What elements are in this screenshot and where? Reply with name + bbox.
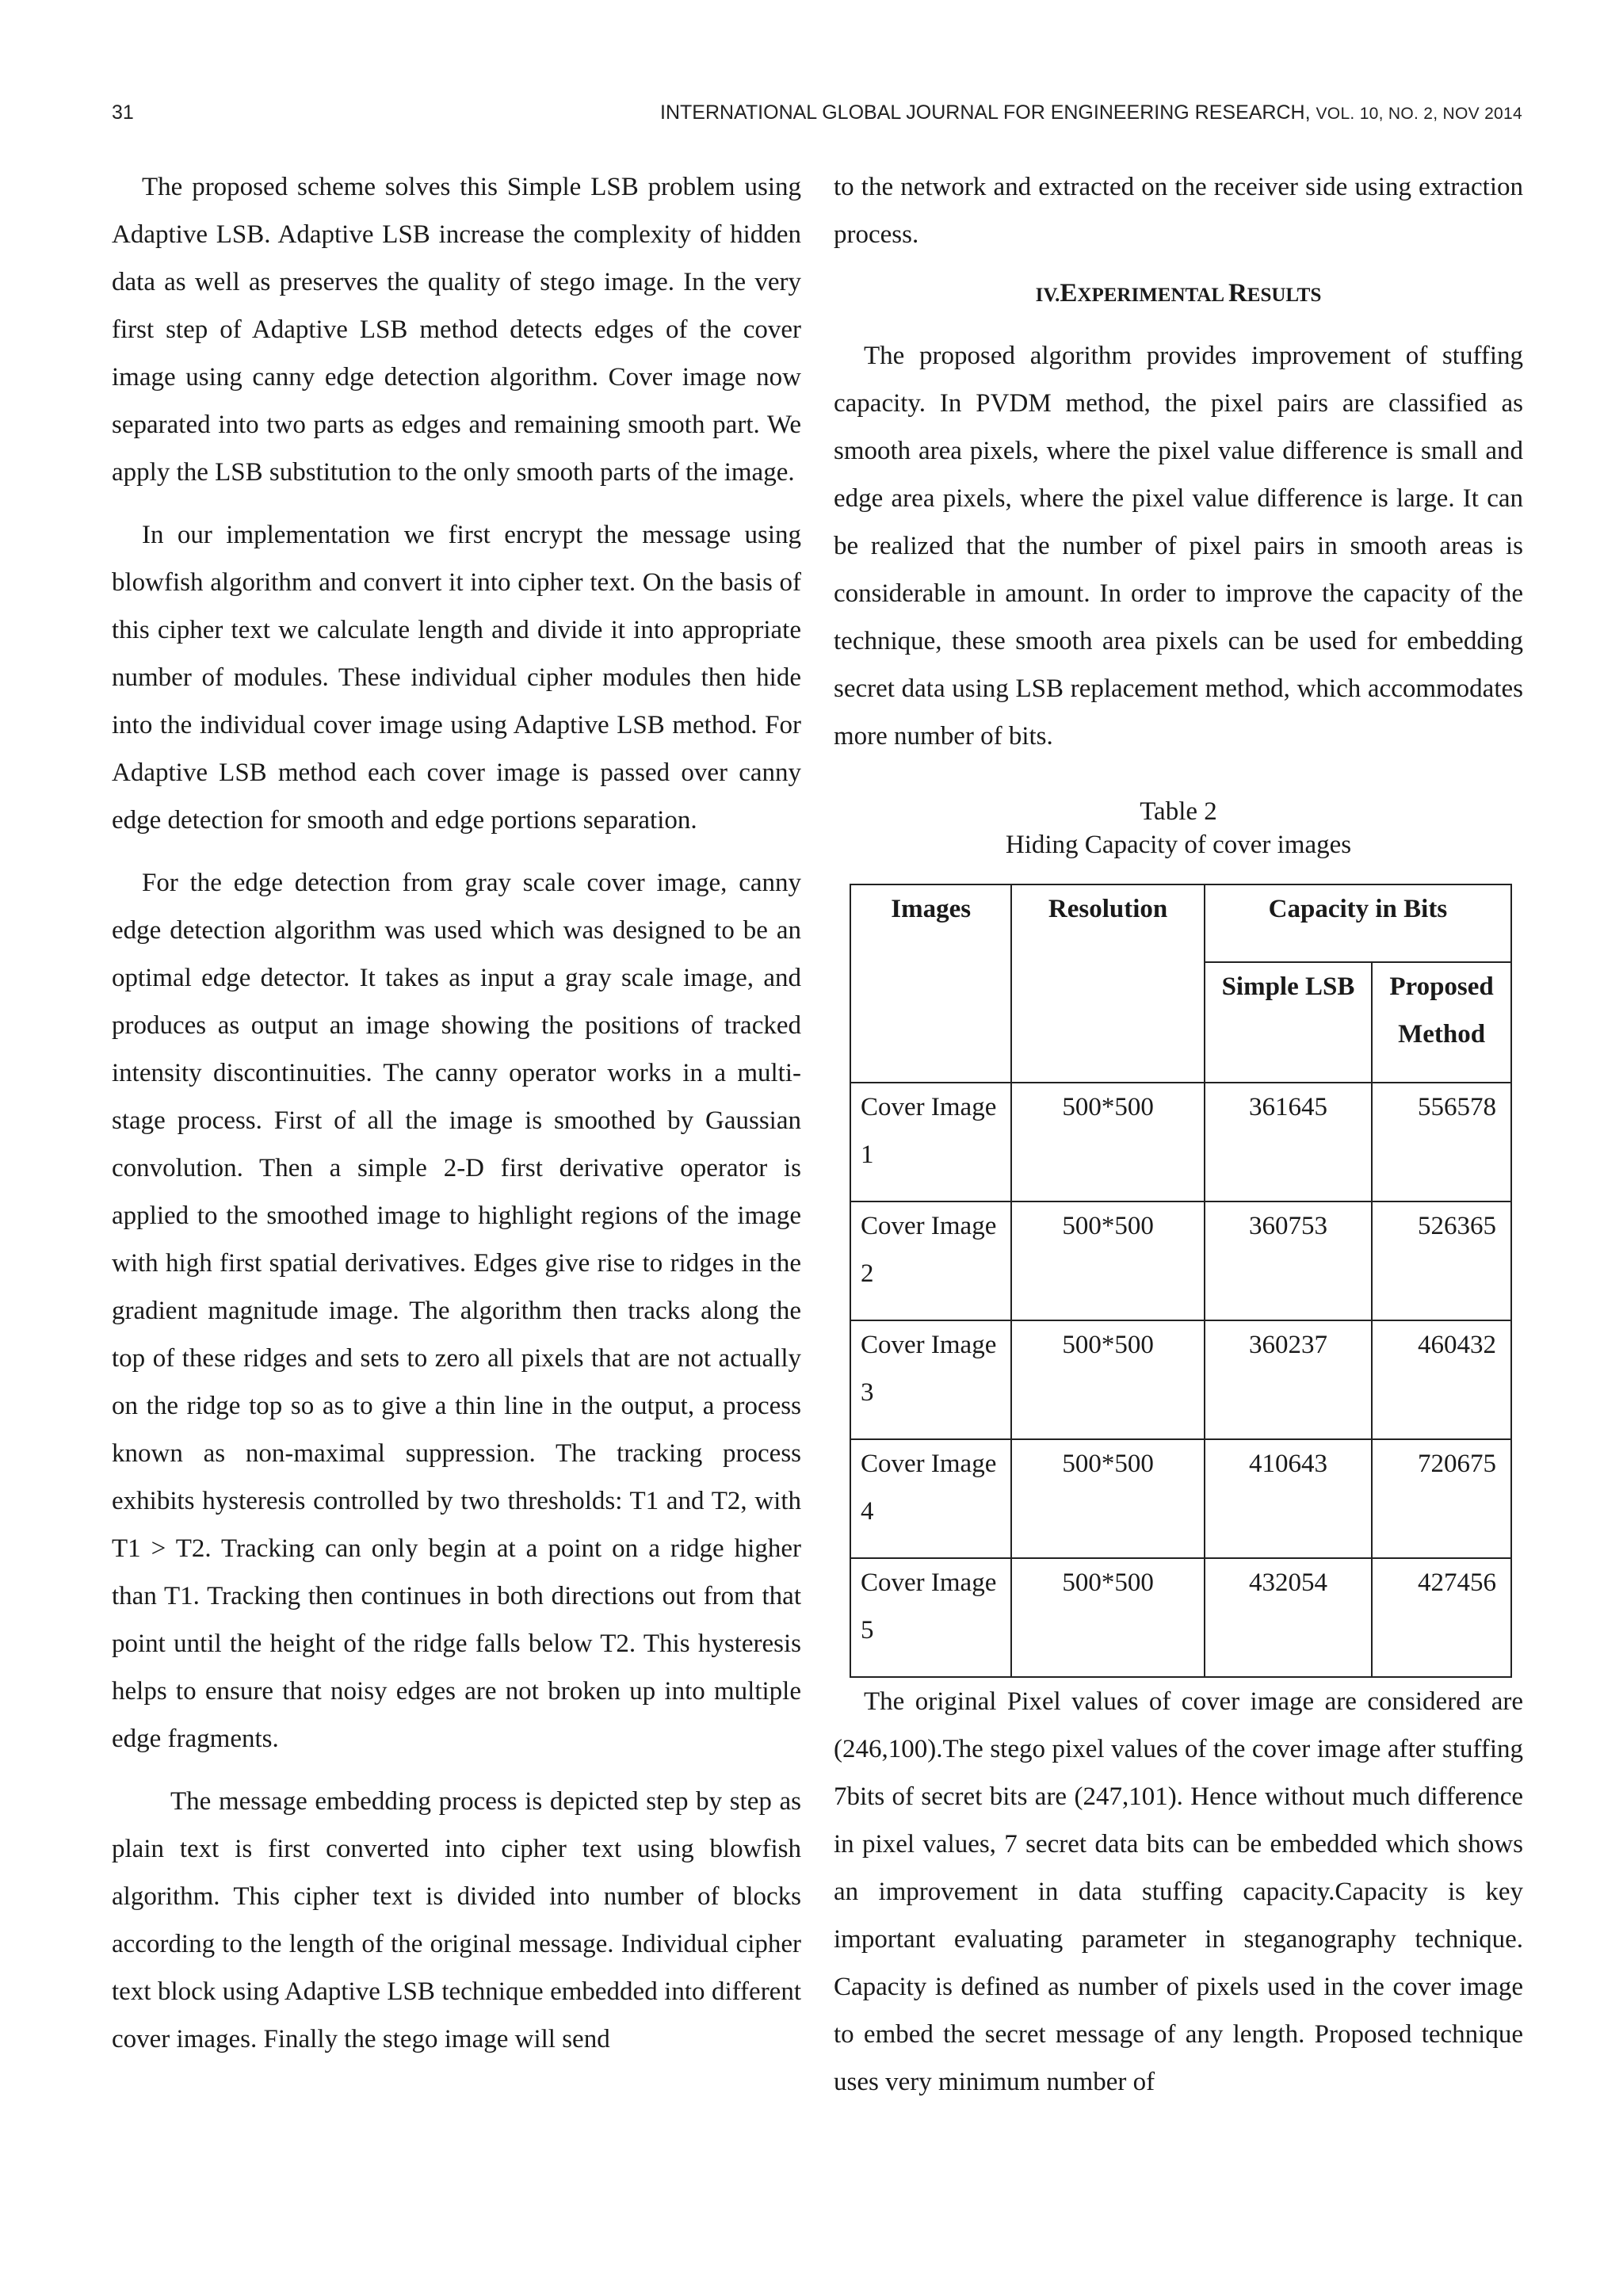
cell-image: Cover Image 1 [850, 1083, 1011, 1201]
section-heading: IV.EXPERIMENTAL RESULTS [1035, 279, 1322, 308]
header-simple-lsb: Simple LSB [1205, 962, 1372, 1083]
cell-image: Cover Image 5 [850, 1558, 1011, 1677]
cell-resolution: 500*500 [1011, 1439, 1204, 1558]
cell-proposed: 526365 [1372, 1201, 1511, 1320]
header-proposed-method: Proposed Method [1372, 962, 1511, 1083]
header-images: Images [850, 884, 1011, 1083]
cell-proposed: 720675 [1372, 1439, 1511, 1558]
cell-simple-lsb: 360237 [1205, 1320, 1372, 1439]
paragraph-embedding-process: The message embedding process is depicted step by step as plain text is first converted into cipher text using blowfish algorithm. This cipher text is divided into number of blocks according to the length of the original message. Individual cipher text block using Adaptive LSB technique embedded into different cover images. Finally the stego image will send [112, 1787, 801, 2053]
table-title: Hiding Capacity of cover images [1005, 831, 1352, 859]
table-caption [834, 795, 1523, 861]
cell-image: Cover Image 2 [850, 1201, 1011, 1320]
cell-image: Cover Image 4 [850, 1439, 1011, 1558]
cell-simple-lsb: 432054 [1205, 1558, 1372, 1677]
cell-resolution: 500*500 [1011, 1558, 1204, 1677]
table-row [850, 1201, 1511, 1320]
cell-image: Cover Image 3 [850, 1320, 1011, 1439]
paragraph-implementation: In our implementation we first encrypt the message using blowfish algorithm and convert it into cipher text. On the basis of this cipher text we calculate length and divide it into appropriate number of modules. These individual cipher modules then hide into the individual cover image using Adaptive LSB method. For Adaptive LSB method each cover image is passed over canny edge detection for smooth and edge portions separation. [112, 521, 801, 835]
table-row [850, 1083, 1511, 1201]
table-row [850, 1320, 1511, 1439]
journal-name: INTERNATIONAL GLOBAL JOURNAL FOR ENGINEERING RESEARCH, [660, 101, 1311, 124]
table-row [850, 1439, 1511, 1558]
paragraph-continuation: to the network and extracted on the receiver side using extraction process. [834, 173, 1523, 249]
journal-volume: VOL. 10, NO. 2, NOV 2014 [1316, 105, 1522, 123]
section-number: IV. [1035, 285, 1060, 306]
paragraph-results: The proposed algorithm provides improvement of stuffing capacity. In PVDM method, the pixel pairs are classified as smooth area pixels, where the pixel value difference is small and edge area pixels, where the pixel value difference is large. It can be realized that the number of pixel pairs in smooth areas is considerable in amount. In order to improve the capacity of the technique, these smooth area pixels can be used for embedding secret data using LSB replacement method, which accommodates more number of bits. [834, 342, 1523, 751]
cell-resolution: 500*500 [1011, 1083, 1204, 1201]
header-capacity: Capacity in Bits [1205, 884, 1511, 962]
running-head [660, 95, 1522, 132]
header-resolution: Resolution [1011, 884, 1204, 1083]
cell-proposed: 460432 [1372, 1320, 1511, 1439]
cell-resolution: 500*500 [1011, 1201, 1204, 1320]
page-header [112, 95, 1522, 130]
cell-simple-lsb: 360753 [1205, 1201, 1372, 1320]
page-number: 31 [112, 101, 134, 124]
cell-simple-lsb: 410643 [1205, 1439, 1372, 1558]
right-column [834, 163, 1523, 2106]
table-row [850, 1558, 1511, 1677]
table-label: Table 2 [1140, 797, 1217, 826]
paragraph-edge-detection: For the edge detection from gray scale cover image, canny edge detection algorithm was used which was designed to be an optimal edge detector. It takes as input a gray scale image, and produces as output an image showing the positions of tracked intensity discontinuities. The canny operator works in a multi-stage process. First of all the image is smoothed by Gaussian convolution. Then a simple 2-D first derivative operator is applied to the smoothed image to highlight regions of the image with high first spatial derivatives. Edges give rise to ridges in the gradient magnitude image. The algorithm then tracks along the top of these ridges and sets to zero all pixels that are not actually on the ridge top so as to give a thin line in the output, a process known as non-maximal suppression. The tracking process exhibits hysteresis controlled by two thresholds: T1 and T2, with T1 > T2. Tracking can only begin at a point on a ridge higher than T1. Tracking then continues in both directions out from that point until the height of the ridge falls below T2. This hysteresis helps to ensure that noisy edges are not broken up into multiple edge fragments. [112, 869, 801, 1753]
cell-simple-lsb: 361645 [1205, 1083, 1372, 1201]
cell-proposed: 556578 [1372, 1083, 1511, 1201]
cell-resolution: 500*500 [1011, 1320, 1204, 1439]
left-column [112, 163, 801, 2063]
paragraph-pixel-values: The original Pixel values of cover image are considered are (246,100).The stego pixel values of the cover image after stuffing 7bits of secret bits are (247,101). Hence without much difference in pixel values, 7 secret data bits can be embedded which shows an improvement in data stuffing capacity.Capacity is key important evaluating parameter in steganography technique. Capacity is defined as number of pixels used in the cover image to embed the secret message of any length. Proposed technique uses very minimum number of [834, 1687, 1523, 2096]
cell-proposed: 427456 [1372, 1558, 1511, 1677]
capacity-table [850, 884, 1512, 1678]
paragraph-adaptive-lsb: The proposed scheme solves this Simple LSB problem using Adaptive LSB. Adaptive LSB increase the complexity of hidden data as well as preserves the quality of stego image. In the very first step of Adaptive LSB method detects edges of the cover image using canny edge detection algorithm. Cover image now separated into two parts as edges and remaining smooth part. We apply the LSB substitution to the only smooth parts of the image. [112, 173, 801, 487]
